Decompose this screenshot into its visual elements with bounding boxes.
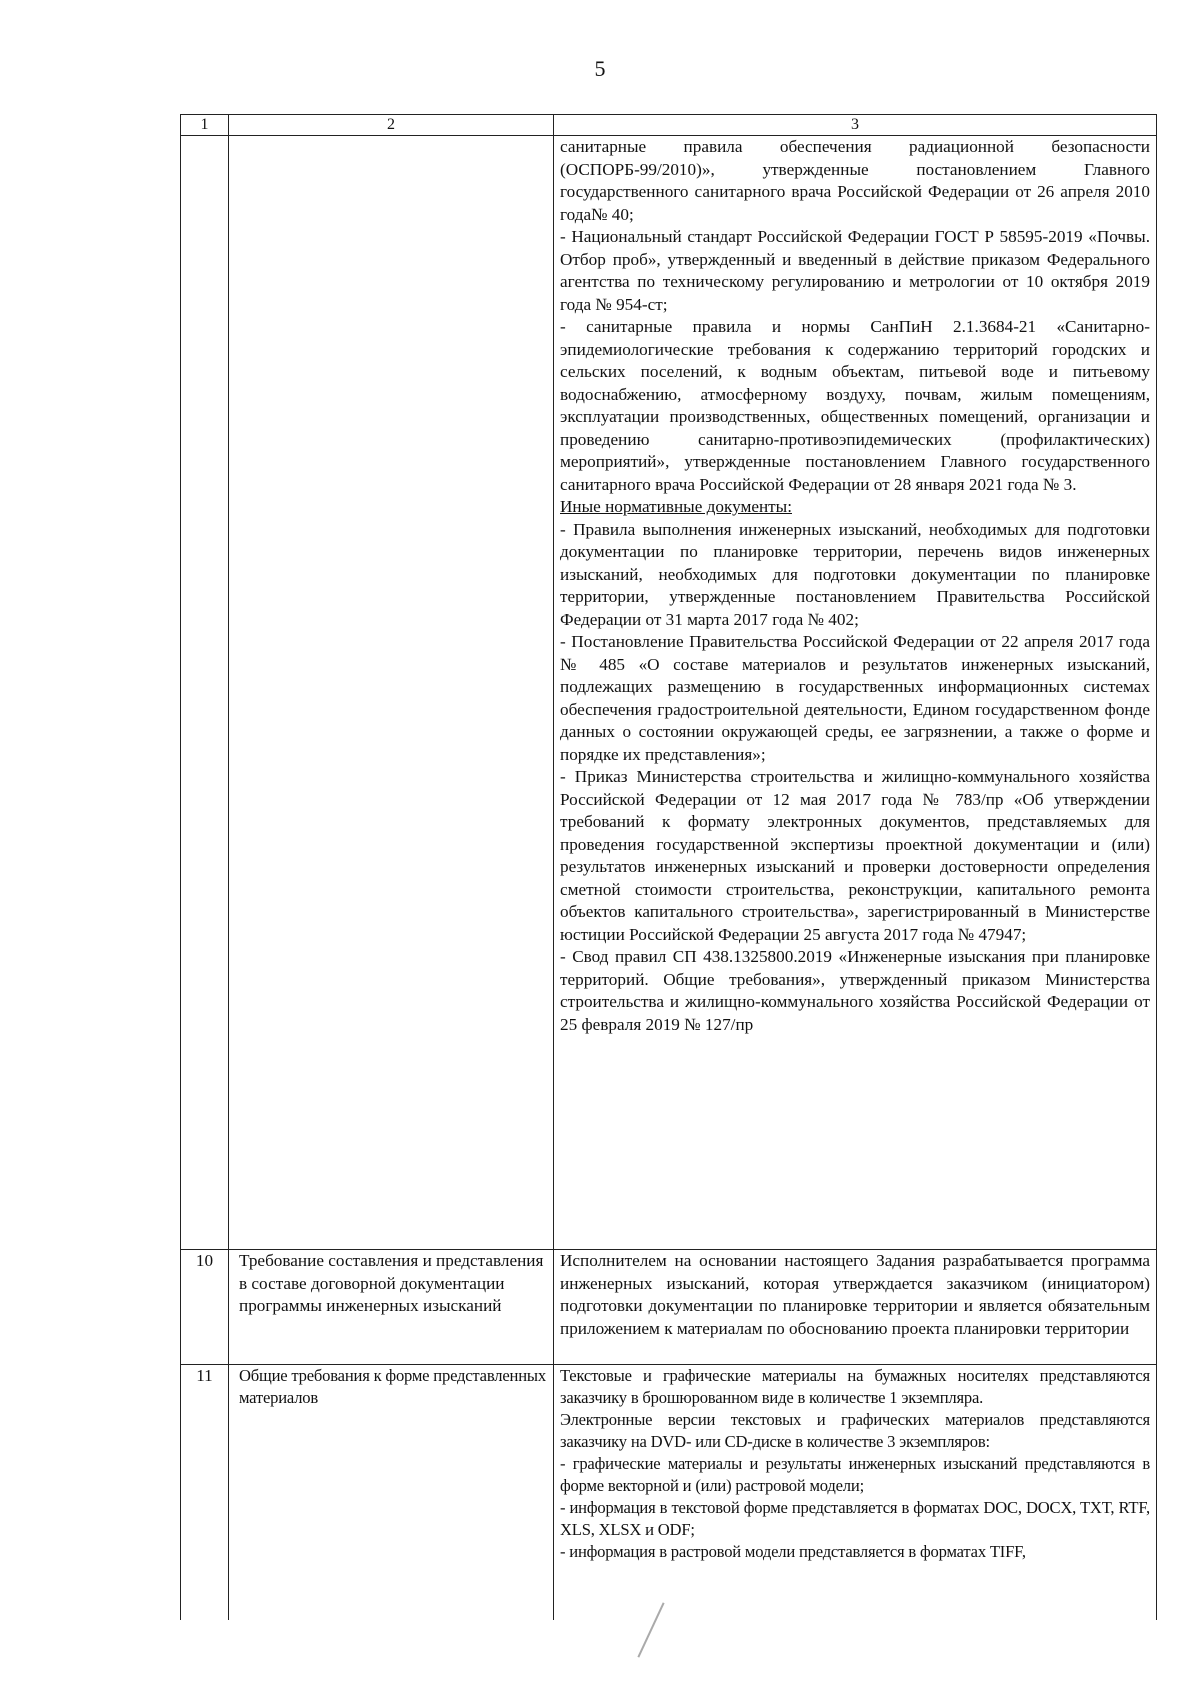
paragraph: - Постановление Правительства Российской Федерации от 22 апреля 2017 года № 485 «О составе материалов и результатов инженерных изысканий, подлежащих размещению в государственных информационных системах обеспечения градостроительной деятельности, Едином государственном фонде данных о состоянии окружающей среды, ее загрязнении, а также о форме и порядке их представления»;: [560, 632, 1150, 764]
table-header-row: [181, 115, 1157, 136]
table-row: [181, 136, 1157, 1250]
row-number: 10: [181, 1250, 229, 1365]
requirements-table: [180, 114, 1157, 1620]
row-number: [181, 136, 229, 1250]
paragraph: - Приказ Министерства строительства и жилищно-коммунального хозяйства Российской Федерации от 12 мая 2017 года № 783/пр «Об утверждении требований к формату электронных документов, представляемых для проведения государственной экспертизы проектной документации и (или) результатов инженерных изысканий и проверки достоверности определения сметной стоимости строительства, реконструкции, капитального ремонта объектов капитального строительства», зарегистрированный в Министерстве юстиции Российской Федерации 25 августа 2017 года № 47947;: [560, 767, 1150, 944]
paragraph: - информация в текстовой форме представляется в форматах DOC, DOCX, TXT, RTF, XLS, XLSX и ODF;: [560, 1498, 1150, 1539]
row-content: [554, 136, 1157, 1250]
table-row: [181, 1365, 1157, 1621]
header-col-3: 3: [554, 115, 1157, 136]
page-number: 5: [594, 56, 606, 81]
row-content: [554, 1250, 1157, 1365]
header-col-1: 1: [181, 115, 229, 136]
header-col-2: 2: [229, 115, 554, 136]
row-title: [229, 136, 554, 1250]
row-title: Общие требования к форме представленных материалов: [229, 1365, 554, 1621]
paragraph: Электронные версии текстовых и графических материалов представляются заказчику на DVD- или CD-диске в количестве 3 экземпляров:: [560, 1410, 1150, 1451]
paragraph: - Свод правил СП 438.1325800.2019 «Инженерные изыскания при планировке территорий. Общие требования», утвержденный приказом Министерства строительства и жилищно-коммунального хозяйства Российской Федерации от 25 февраля 2019 № 127/пр: [560, 947, 1150, 1034]
row-content: [554, 1365, 1157, 1621]
paragraph: - графические материалы и результаты инженерных изысканий представляются в форме векторной и (или) растровой модели;: [560, 1454, 1150, 1495]
paragraph: - санитарные правила и нормы СанПиН 2.1.3684-21 «Санитарно-эпидемиологические требования к содержанию территорий городских и сельских поселений, к водным объектам, питьевой воде и питьевому водоснабжению, атмосферному воздуху, почвам, жилым помещениям, эксплуатации производственных, общественных помещений, организации и проведению санитарно-противоэпидемических (профилактических) мероприятий», утвержденные постановлением Главного государственного санитарного врача Российской Федерации от 28 января 2021 года № 3.: [560, 317, 1150, 494]
table-row: [181, 1250, 1157, 1365]
section-heading: Иные нормативные документы:: [560, 497, 792, 516]
paragraph: Исполнителем на основании настоящего Задания разрабатывается программа инженерных изысканий, которая утверждается заказчиком (инициатором) подготовки документации по планировке территории и является обязательным приложением к материалам по обоснованию проекта планировки территории: [560, 1251, 1150, 1338]
row-title: Требование составления и представления в составе договорной документации программы инженерных изысканий: [229, 1250, 554, 1365]
paragraph: Текстовые и графические материалы на бумажных носителях представляются заказчику в брошюрованном виде в количестве 1 экземпляра.: [560, 1366, 1150, 1407]
paragraph: санитарные правила обеспечения радиационной безопасности (ОСПОРБ-99/2010)», утвержденные постановлением Главного государственного санитарного врача Российской Федерации от 26 апреля 2010 года№ 40;: [560, 137, 1150, 224]
paragraph: - Правила выполнения инженерных изысканий, необходимых для подготовки документации по планировке территории, перечень видов инженерных изысканий, необходимых для подготовки документации по планировке территории, утвержденные постановлением Правительства Российской Федерации от 31 марта 2017 года № 402;: [560, 519, 1150, 629]
paragraph: - информация в растровой модели представляется в форматах TIFF,: [560, 1542, 1026, 1561]
paragraph: - Национальный стандарт Российской Федерации ГОСТ Р 58595-2019 «Почвы. Отбор проб», утвержденный и введенный в действие приказом Федерального агентства по техническому регулированию и метрологии от 10 октября 2019 года № 954-ст;: [560, 227, 1150, 314]
row-number: 11: [181, 1365, 229, 1621]
